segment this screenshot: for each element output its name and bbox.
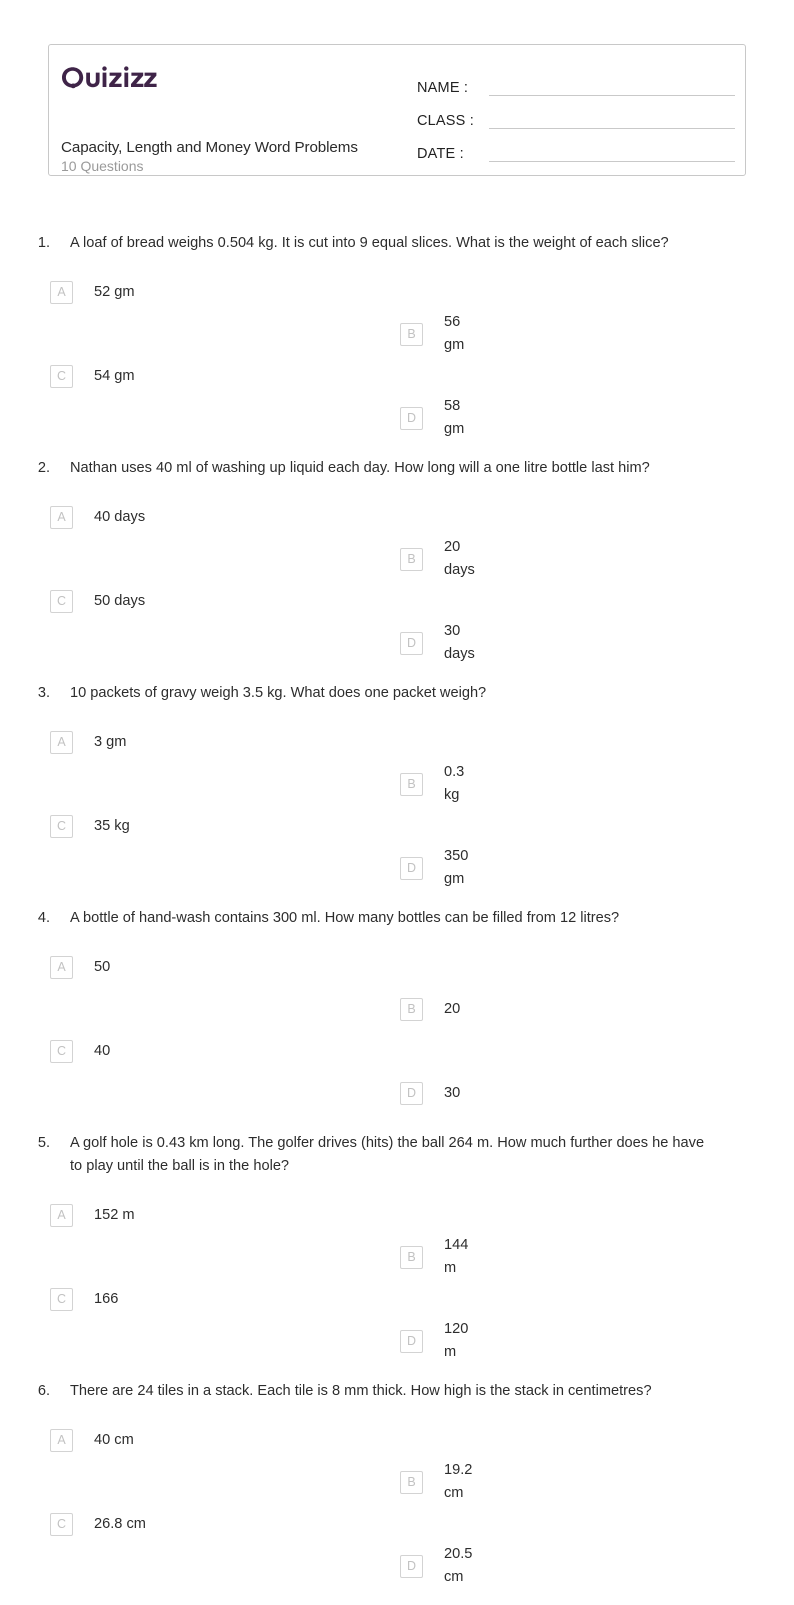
worksheet-header-card xyxy=(48,44,746,176)
answer-option[interactable] xyxy=(50,1278,398,1320)
question-number: 2. xyxy=(37,460,50,476)
option-letter-box[interactable]: B xyxy=(400,1246,423,1269)
question-header xyxy=(0,1380,794,1403)
question-spacer xyxy=(0,664,794,682)
answer-option[interactable] xyxy=(50,271,398,313)
answer-option[interactable] xyxy=(50,721,398,763)
answer-option[interactable] xyxy=(50,1072,461,1114)
option-text: 40 cm xyxy=(94,1431,134,1448)
option-letter-box[interactable]: B xyxy=(400,548,423,571)
answer-option[interactable] xyxy=(50,1461,473,1503)
question-number: 3. xyxy=(37,685,50,701)
name-field-input[interactable] xyxy=(489,94,735,96)
question-header xyxy=(0,1132,794,1178)
quizizz-logo-icon xyxy=(61,66,157,90)
option-text: 54 gm xyxy=(94,367,135,384)
option-text: 35 kg xyxy=(94,817,130,834)
question-header xyxy=(0,907,794,930)
class-field-row xyxy=(417,100,735,133)
question-block xyxy=(0,232,794,457)
option-text: 40 xyxy=(94,1042,111,1059)
question-spacer xyxy=(0,889,794,907)
option-text: 50 days xyxy=(94,592,146,609)
answer-option[interactable] xyxy=(50,496,398,538)
option-text: 144 m xyxy=(444,1237,469,1276)
option-text: 20 days xyxy=(444,539,475,578)
option-letter-box[interactable]: B xyxy=(400,773,423,796)
option-letter-box[interactable]: C xyxy=(50,1040,73,1063)
option-text: 30 xyxy=(444,1084,461,1101)
option-letter-box[interactable]: D xyxy=(400,1555,423,1578)
answer-option[interactable] xyxy=(50,313,465,355)
option-text: 20.5 cm xyxy=(444,1546,473,1585)
option-letter-box[interactable]: A xyxy=(50,281,73,304)
question-header xyxy=(0,457,794,480)
option-text: 56 gm xyxy=(444,314,465,353)
question-spacer xyxy=(0,439,794,457)
answer-option[interactable] xyxy=(50,1194,398,1236)
question-block xyxy=(0,1132,794,1380)
option-text: 3 gm xyxy=(94,733,127,750)
question-text: Nathan uses 40 ml of washing up liquid each day. How long will a one litre bottle last him? xyxy=(70,460,650,476)
option-letter-box[interactable]: D xyxy=(400,1082,423,1105)
question-header xyxy=(0,682,794,705)
option-letter-box[interactable]: D xyxy=(400,632,423,655)
quizizz-logo xyxy=(61,65,157,91)
question-text: A loaf of bread weighs 0.504 kg. It is cut into 9 equal slices. What is the weight of each slice? xyxy=(70,235,669,251)
questions-list xyxy=(0,232,794,1605)
answer-option[interactable] xyxy=(50,988,461,1030)
option-letter-box[interactable]: C xyxy=(50,590,73,613)
question-spacer xyxy=(0,1587,794,1605)
option-letter-box[interactable]: B xyxy=(400,998,423,1021)
answer-option[interactable] xyxy=(50,763,465,805)
option-text: 152 m xyxy=(94,1206,135,1223)
option-letter-box[interactable]: A xyxy=(50,506,73,529)
class-field-input[interactable] xyxy=(489,127,735,129)
option-letter-box[interactable]: C xyxy=(50,365,73,388)
option-letter-box[interactable]: D xyxy=(400,407,423,430)
option-letter-box[interactable]: A xyxy=(50,1429,73,1452)
answer-option[interactable] xyxy=(50,1236,469,1278)
question-text: A golf hole is 0.43 km long. The golfer drives (hits) the ball 264 m. How much further does he have to play until the ball is in the hole? xyxy=(70,1135,705,1174)
question-text: There are 24 tiles in a stack. Each tile is 8 mm thick. How high is the stack in centimetres? xyxy=(70,1383,652,1399)
option-letter-box[interactable]: C xyxy=(50,815,73,838)
question-number: 4. xyxy=(37,910,50,926)
question-spacer xyxy=(0,1114,794,1132)
answer-option[interactable] xyxy=(50,847,469,889)
answer-options xyxy=(0,496,794,664)
option-text: 52 gm xyxy=(94,283,135,300)
option-letter-box[interactable]: B xyxy=(400,1471,423,1494)
option-text: 40 days xyxy=(94,508,146,525)
question-number: 6. xyxy=(37,1383,50,1399)
question-block xyxy=(0,682,794,907)
option-text: 120 m xyxy=(444,1321,469,1360)
option-letter-box[interactable]: C xyxy=(50,1513,73,1536)
answer-option[interactable] xyxy=(50,622,475,664)
option-text: 30 days xyxy=(444,623,475,662)
option-letter-box[interactable]: A xyxy=(50,1204,73,1227)
question-count-label: 10 Questions xyxy=(61,158,144,174)
answer-options xyxy=(0,721,794,889)
answer-option[interactable] xyxy=(50,1030,398,1072)
answer-options xyxy=(0,1419,794,1587)
option-text: 26.8 cm xyxy=(94,1515,146,1532)
answer-option[interactable] xyxy=(50,946,398,988)
question-block xyxy=(0,457,794,682)
worksheet-title: Capacity, Length and Money Word Problems xyxy=(61,139,358,156)
class-field-label: CLASS : xyxy=(417,113,475,129)
question-text: 10 packets of gravy weigh 3.5 kg. What does one packet weigh? xyxy=(70,685,487,701)
option-letter-box[interactable]: D xyxy=(400,1330,423,1353)
question-text: A bottle of hand-wash contains 300 ml. How many bottles can be filled from 12 litres? xyxy=(70,910,620,926)
option-letter-box[interactable]: A xyxy=(50,956,73,979)
name-field-row xyxy=(417,67,735,100)
option-letter-box[interactable]: B xyxy=(400,323,423,346)
date-field-input[interactable] xyxy=(489,160,735,162)
option-letter-box[interactable]: C xyxy=(50,1288,73,1311)
answer-options xyxy=(0,1194,794,1362)
question-header xyxy=(0,232,794,255)
question-number: 5. xyxy=(37,1135,50,1151)
answer-option[interactable] xyxy=(50,355,398,397)
answer-option[interactable] xyxy=(50,1320,469,1362)
answer-option[interactable] xyxy=(50,1545,473,1587)
answer-option[interactable] xyxy=(50,805,398,847)
option-text: 0.3 kg xyxy=(444,764,465,803)
answer-option[interactable] xyxy=(50,1503,398,1545)
option-text: 19.2 cm xyxy=(444,1462,473,1501)
answer-option[interactable] xyxy=(50,1419,398,1461)
student-info-fields xyxy=(417,67,735,166)
answer-options xyxy=(0,946,794,1114)
option-text: 20 xyxy=(444,1000,461,1017)
option-text: 50 xyxy=(94,958,111,975)
answer-options xyxy=(0,271,794,439)
option-letter-box[interactable]: A xyxy=(50,731,73,754)
question-spacer xyxy=(0,1362,794,1380)
date-field-row xyxy=(417,133,735,166)
name-field-label: NAME : xyxy=(417,80,469,96)
option-text: 58 gm xyxy=(444,398,465,437)
option-letter-box[interactable]: D xyxy=(400,857,423,880)
question-number: 1. xyxy=(37,235,50,251)
answer-option[interactable] xyxy=(50,538,475,580)
answer-option[interactable] xyxy=(50,580,398,622)
answer-option[interactable] xyxy=(50,397,465,439)
header-left-section xyxy=(61,55,401,174)
question-block xyxy=(0,907,794,1132)
option-text: 350 gm xyxy=(444,848,469,887)
date-field-label: DATE : xyxy=(417,146,464,162)
option-text: 166 xyxy=(94,1290,119,1307)
question-block xyxy=(0,1380,794,1605)
